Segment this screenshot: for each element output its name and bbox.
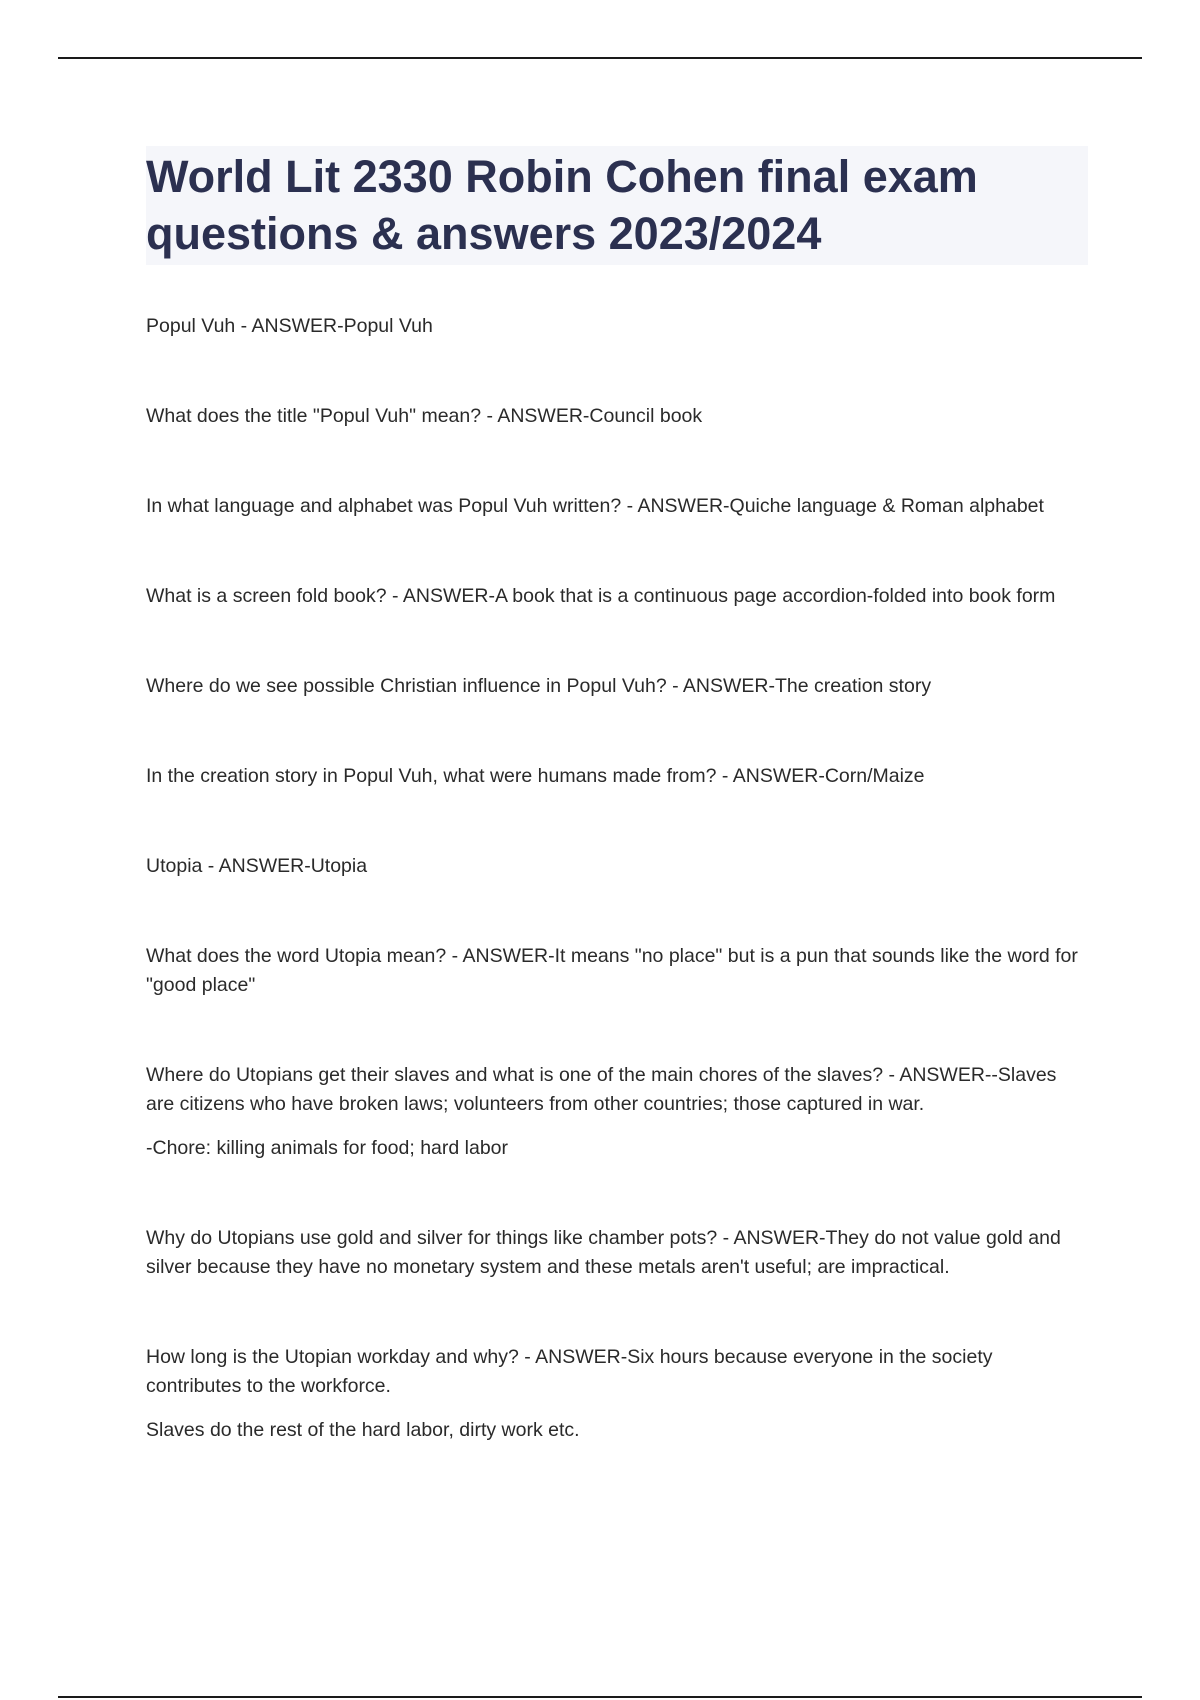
qa-item bbox=[146, 672, 1088, 701]
qa-text: Popul Vuh - ANSWER-Popul Vuh bbox=[146, 315, 433, 337]
qa-item bbox=[146, 1224, 1088, 1282]
qa-text: In the creation story in Popul Vuh, what were humans made from? - ANSWER-Corn/Maize bbox=[146, 765, 925, 787]
qa-item bbox=[146, 312, 1088, 341]
qa-text-continuation: Slaves do the rest of the hard labor, dirty work etc. bbox=[146, 1419, 580, 1441]
qa-item bbox=[146, 492, 1088, 521]
qa-text: What does the title "Popul Vuh" mean? - ANSWER-Council book bbox=[146, 405, 703, 427]
qa-list bbox=[146, 312, 1088, 1445]
qa-text: Where do we see possible Christian influence in Popul Vuh? - ANSWER-The creation story bbox=[146, 675, 932, 697]
qa-item bbox=[146, 942, 1088, 1000]
qa-item bbox=[146, 1061, 1088, 1163]
qa-text: Why do Utopians use gold and silver for things like chamber pots? - ANSWER-They do not value gold and silver because they have no monetary system and these metals aren't useful; are impractical. bbox=[146, 1227, 1061, 1278]
document-body bbox=[146, 146, 1088, 1445]
qa-item bbox=[146, 762, 1088, 791]
bottom-rule bbox=[58, 1696, 1142, 1698]
qa-text: What is a screen fold book? - ANSWER-A book that is a continuous page accordion-folded into book form bbox=[146, 585, 1056, 607]
document-title: World Lit 2330 Robin Cohen final exam questions & answers 2023/2024 bbox=[146, 151, 978, 259]
qa-text: What does the word Utopia mean? - ANSWER-It means "no place" but is a pun that sounds like the word for "good place" bbox=[146, 945, 1078, 996]
qa-text: Where do Utopians get their slaves and what is one of the main chores of the slaves? - ANSWER--Slaves are citizens who have broken laws; volunteers from other countries; those captured in war. bbox=[146, 1064, 1057, 1115]
qa-text-continuation: -Chore: killing animals for food; hard labor bbox=[146, 1137, 509, 1159]
qa-item bbox=[146, 582, 1088, 611]
qa-text: In what language and alphabet was Popul Vuh written? - ANSWER-Quiche language & Roman alphabet bbox=[146, 495, 1044, 517]
qa-item bbox=[146, 402, 1088, 431]
top-rule bbox=[58, 57, 1142, 59]
qa-item bbox=[146, 852, 1088, 881]
qa-item bbox=[146, 1343, 1088, 1445]
title-banner bbox=[146, 146, 1088, 265]
qa-text: How long is the Utopian workday and why? - ANSWER-Six hours because everyone in the society contributes to the workforce. bbox=[146, 1346, 993, 1397]
qa-text: Utopia - ANSWER-Utopia bbox=[146, 855, 368, 877]
